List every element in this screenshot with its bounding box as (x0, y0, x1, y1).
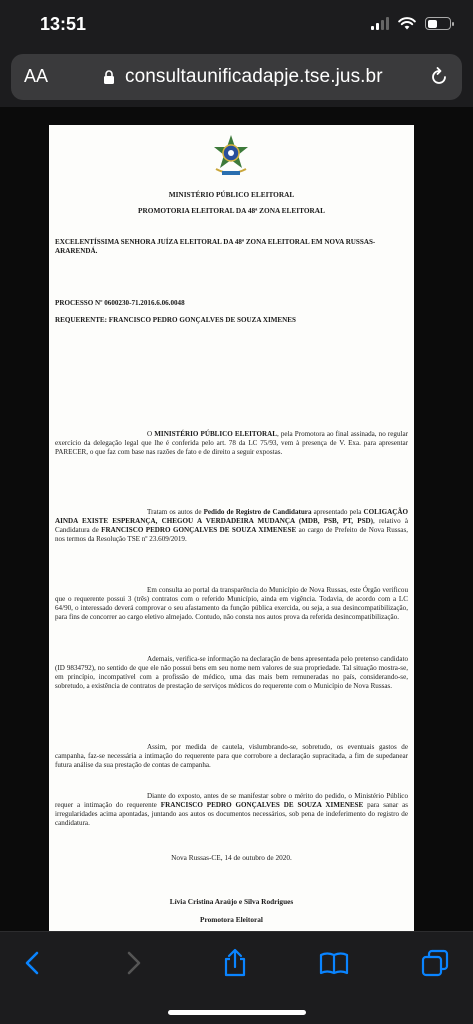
p4-text: Ademais, verifica-se informação na declaração de bens apresentada pelo pretenso candidato (ID 9834792), no sentido de que ele não possui bens em seu nome nem valores de sua propriedade. Tal situação mostra-se, em princípio, incompatível com a profissão de médico, uma das mais bem remuneradas no país, considerando-se, sobretudo, a existência de contratos de prestação de serviços médicos do requerente com o Município de Nova Russas. (55, 655, 408, 690)
home-indicator[interactable] (168, 1010, 306, 1015)
wifi-icon (398, 17, 416, 30)
p1-lead: O (147, 430, 155, 438)
text-size-button[interactable]: AA (24, 66, 49, 86)
signer-name: Lívia Cristina Araújo e Silva Rodrigues (169, 897, 294, 906)
cellular-signal-icon (371, 17, 389, 30)
url-text[interactable]: consultaunificadapje.tse.jus.br (125, 66, 383, 87)
place-date: Nova Russas-CE, 14 de outubro de 2020. (171, 853, 292, 862)
addressee: EXCELENTÍSSIMA SENHORA JUÍZA ELEITORAL DA 48ª ZONA ELEITORAL EM NOVA RUSSAS-ARARENDÁ. (55, 238, 376, 255)
status-time: 13:51 (40, 14, 87, 34)
paragraph-1 (55, 430, 408, 457)
status-icons (371, 17, 451, 30)
p6-rest: para sanar as irregularidades acima apontadas, juntando aos autos os documentos necessários, sob pena de indeferimento do registro de candidatura. (55, 801, 408, 827)
back-icon[interactable] (18, 948, 48, 978)
p2-bold-3: FRANCISCO PEDRO GONÇALVES DE SOUZA XIMENESE (101, 526, 297, 534)
requester: REQUERENTE: FRANCISCO PEDRO GONÇALVES DE SOUZA XIMENES (55, 316, 296, 324)
p2-bold-1: Pedido de Registro de Candidatura (203, 508, 312, 516)
paragraph-3 (55, 586, 408, 622)
coat-of-arms-icon (207, 133, 255, 177)
header-line-2: PROMOTORIA ELEITORAL DA 48ª ZONA ELEITORAL (138, 206, 325, 215)
address-bar[interactable] (11, 54, 462, 100)
document-page (49, 125, 414, 931)
process-number: PROCESSO Nº 0600230-71.2016.6.06.0048 (55, 299, 185, 307)
battery-icon (425, 17, 451, 30)
p6-lead: Diante do exposto, antes de se manifestar sobre o mérito do pedido, o Ministério Público requer a intimação do requerente (55, 792, 408, 809)
p5-text: Assim, por medida de cautela, vislumbrando-se, sobretudo, os eventuais gastos de campanha, faz-se necessária a intimação do requerente para que corrobore a declaração supracitada, a fim de supedanear futura análise da sua prestação de contas de campanha. (55, 743, 408, 769)
p2-mid-2: , relativo à Candidatura de (55, 517, 408, 534)
paragraph-2 (55, 508, 408, 544)
paragraph-5 (55, 743, 408, 770)
browser-chrome (0, 50, 473, 107)
header-line-1: MINISTÉRIO PÚBLICO ELEITORAL (168, 190, 295, 199)
tabs-icon[interactable] (420, 948, 450, 978)
paragraph-4 (55, 655, 408, 691)
p2-rest: ao cargo de Prefeito de Nova Russas, nos termos da Resolução TSE nº 23.609/2019. (55, 526, 408, 543)
lock-icon (103, 70, 115, 84)
reload-icon[interactable] (428, 66, 450, 88)
p2-bold-2: COLIGAÇÃO AINDA EXISTE ESPERANÇA, CHEGOU A VERDADEIRA MUDANÇA (MDB, PSB, PT, PSD) (55, 508, 408, 525)
signer-title: Promotora Eleitoral (200, 915, 263, 924)
p1-rest: , pela Promotora ao final assinada, no regular exercício da delegação legal que lhe é conferida pelo art. 78 da LC 75/93, vem à presença de V. Exa. para apresentar PARECER, o que faz com base nas razões de fato e de direito a seguir expostas. (55, 430, 408, 456)
p6-bold: FRANCISCO PEDRO GONÇALVES DE SOUZA XIMENESE (160, 801, 364, 809)
bookmarks-icon[interactable] (319, 948, 349, 978)
p2-lead: Tratam os autos de (147, 508, 204, 516)
forward-icon[interactable] (118, 948, 148, 978)
web-content[interactable] (0, 107, 473, 931)
share-icon[interactable] (220, 948, 250, 978)
p3-text: Em consulta ao portal da transparência do Município de Nova Russas, este Órgão verificou que o requerente possui 3 (três) contratos com o referido Município, ainda em vigência. Todavia, de acordo com a LC 64/90, o interessado deverá comprovar o seu afastamento da função pública exercida, ou seja, a sua desincompatibilização, para fins de concorrer ao cargo eletivo almejado. Contudo, não consta nos autos prova da referida desincompatibilização. (55, 586, 408, 621)
p2-mid-1: apresentado pela (311, 508, 364, 516)
status-bar (0, 0, 473, 50)
paragraph-6 (55, 792, 408, 828)
p1-bold: MINISTÉRIO PÚBLICO ELEITORAL (154, 430, 277, 438)
